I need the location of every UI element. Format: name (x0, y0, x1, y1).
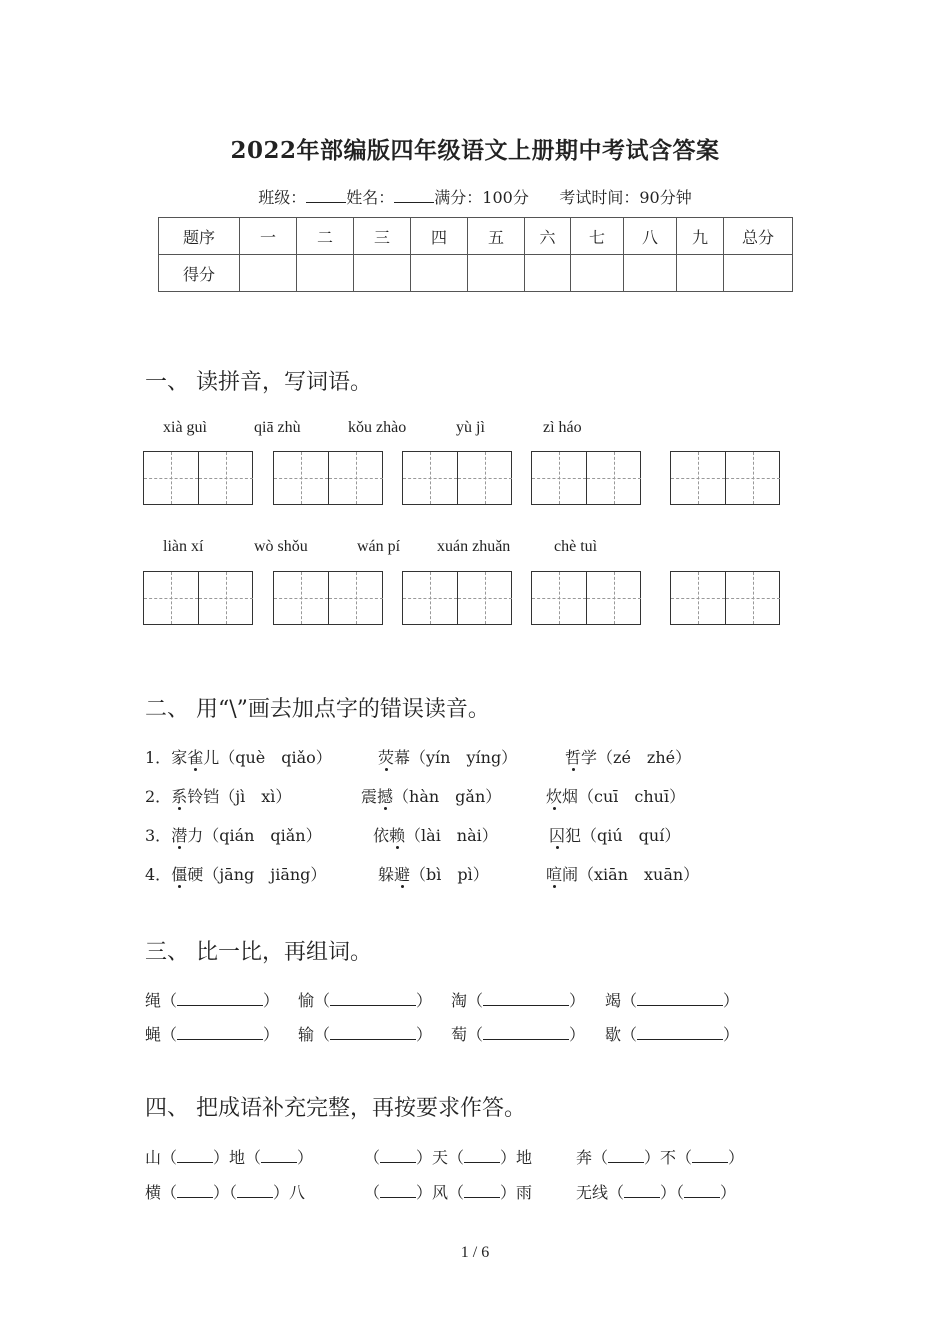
question-item (378, 745, 517, 768)
idiom-text: ）雨 (500, 1183, 533, 1202)
idiom-text: ） (297, 1148, 314, 1167)
writing-grid[interactable] (531, 451, 641, 505)
idiom-text: ）风（ (416, 1183, 465, 1202)
question-item (565, 745, 691, 768)
score-header-cell: 题序 (159, 218, 240, 255)
question-row (145, 862, 326, 885)
word-reading[interactable]: 儿（què qiǎo） (203, 748, 332, 767)
compare-char: 竭 (605, 991, 622, 1010)
word-reading[interactable]: 力（qián qiǎn） (187, 826, 322, 845)
idiom-text: ）八 (273, 1183, 306, 1202)
score-header-cell: 五 (468, 218, 525, 255)
compare-item: 蝇（ ） (145, 1025, 280, 1044)
word-reading[interactable]: 幕（yín yíng） (394, 748, 518, 767)
pinyin-label: wán pí (357, 538, 401, 555)
dotted-char: 荧 (378, 748, 395, 767)
name-blank[interactable] (394, 188, 434, 203)
score-table-header-row (159, 218, 793, 255)
idiom-text: （ (364, 1148, 381, 1167)
dotted-char: 潜 (171, 826, 188, 845)
answer-blank[interactable] (464, 1183, 500, 1198)
dotted-char: 囚 (549, 826, 566, 845)
compare-item: 绳（ ） (145, 991, 280, 1010)
writing-grid[interactable] (402, 571, 512, 625)
idiom-text: ）天（ (416, 1148, 465, 1167)
question-number: 4． (145, 865, 172, 884)
word-reading[interactable]: 烟（cuī chuī） (562, 787, 686, 806)
writing-grid[interactable] (143, 451, 253, 505)
answer-blank[interactable] (692, 1148, 728, 1163)
exam-time: 考试时间：90分钟 (559, 188, 692, 207)
section-2-title: 二、 用“\”画去加点字的错误读音。 (145, 697, 490, 722)
word-text: 依 (373, 826, 390, 845)
word-reading[interactable]: （lài nài） (405, 826, 498, 845)
score-header-cell: 八 (624, 218, 677, 255)
answer-blank[interactable] (637, 1025, 723, 1040)
score-table-score-row (159, 255, 793, 292)
answer-blank[interactable] (464, 1148, 500, 1163)
section-3-title: 三、 比一比，再组词。 (145, 940, 372, 965)
answer-blank[interactable] (237, 1183, 273, 1198)
score-cell[interactable] (354, 255, 411, 292)
writing-grid[interactable] (670, 451, 780, 505)
compare-item: 愉（ ） (298, 991, 433, 1010)
word-text: 躲 (378, 865, 395, 884)
idiom-text: 奔（ (576, 1148, 609, 1167)
answer-blank[interactable] (624, 1183, 660, 1198)
answer-blank[interactable] (261, 1148, 297, 1163)
score-cell[interactable] (468, 255, 525, 292)
compare-char: 输 (298, 1025, 315, 1044)
writing-grid[interactable] (143, 571, 253, 625)
dotted-char: 炊 (546, 787, 563, 806)
word-reading[interactable]: 犯（qiú quí） (565, 826, 681, 845)
dotted-char: 撼 (377, 787, 394, 806)
score-cell[interactable] (525, 255, 571, 292)
answer-blank[interactable] (483, 991, 569, 1006)
compare-char: 绳 (145, 991, 162, 1010)
score-header-cell: 三 (354, 218, 411, 255)
word-reading[interactable]: 铃铛（jì xì） (187, 787, 292, 806)
pinyin-label: yù jì (456, 419, 485, 436)
question-item (378, 862, 489, 885)
pinyin-label: xià guì (163, 419, 207, 436)
word-reading[interactable]: 闹（xiān xuān） (562, 865, 700, 884)
idiom-text: ）（ (213, 1183, 238, 1202)
class-label: 班级： (258, 188, 307, 207)
compare-item: 输（ ） (298, 1025, 433, 1044)
idiom-text: ） (728, 1148, 745, 1167)
score-cell[interactable] (571, 255, 624, 292)
pinyin-label: zì háo (543, 419, 582, 436)
question-row (145, 784, 291, 807)
section-4-title: 四、 把成语补充完整，再按要求作答。 (145, 1096, 526, 1121)
dotted-char: 雀 (187, 748, 204, 767)
page-title: 2022年部编版四年级语文上册期中考试含答案 (230, 137, 720, 164)
question-number: 3． (145, 826, 172, 845)
compare-char: 萄 (451, 1025, 468, 1044)
question-number: 2． (145, 787, 172, 806)
page-number: 1 / 6 (460, 1244, 490, 1261)
answer-blank[interactable] (637, 991, 723, 1006)
question-row (145, 745, 332, 768)
pinyin-label: kǒu zhào (348, 419, 407, 436)
word-reading[interactable]: 学（zé zhé） (581, 748, 692, 767)
writing-grid[interactable] (273, 571, 383, 625)
dotted-char: 系 (171, 787, 188, 806)
idiom-item (145, 1180, 305, 1203)
answer-blank[interactable] (177, 1183, 213, 1198)
answer-blank[interactable] (330, 1025, 416, 1040)
score-header-cell: 九 (677, 218, 724, 255)
compare-item: 萄（ ） (451, 1025, 586, 1044)
idiom-text: ）不（ (644, 1148, 693, 1167)
score-header-cell: 四 (411, 218, 468, 255)
idiom-text: ）地 (500, 1148, 533, 1167)
compare-char: 歇 (605, 1025, 622, 1044)
question-item (373, 823, 498, 846)
score-cell[interactable] (624, 255, 677, 292)
word-reading[interactable]: 硬（jāng jiāng） (187, 865, 327, 884)
score-table (158, 217, 793, 292)
word-reading[interactable]: （hàn gǎn） (393, 787, 502, 806)
section-1-title: 一、 读拼音，写词语。 (145, 370, 372, 395)
compare-item: 竭（ ） (605, 991, 740, 1010)
word-text: 震 (361, 787, 378, 806)
name-label: 姓名： (346, 188, 395, 207)
score-cell[interactable] (677, 255, 724, 292)
idiom-item (576, 1180, 736, 1203)
dotted-char: 哲 (565, 748, 582, 767)
full-score: 满分：100分 (434, 188, 529, 207)
class-blank[interactable] (306, 188, 346, 203)
question-item (546, 862, 699, 885)
score-cell[interactable] (297, 255, 354, 292)
idiom-text: ）（ (660, 1183, 685, 1202)
dotted-char: 僵 (171, 865, 188, 884)
question-item (549, 823, 680, 846)
idiom-item (576, 1145, 744, 1168)
answer-blank[interactable] (608, 1148, 644, 1163)
answer-blank[interactable] (177, 1148, 213, 1163)
score-row-label: 得分 (159, 255, 240, 292)
idiom-text: 山（ (145, 1148, 178, 1167)
pinyin-label: wò shǒu (254, 538, 308, 555)
score-header-cell: 一 (240, 218, 297, 255)
idiom-text: 无线（ (576, 1183, 625, 1202)
dotted-char: 赖 (389, 826, 406, 845)
question-row (145, 823, 322, 846)
writing-grid[interactable] (670, 571, 780, 625)
answer-blank[interactable] (380, 1148, 416, 1163)
score-header-cell: 二 (297, 218, 354, 255)
writing-grid[interactable] (273, 451, 383, 505)
pinyin-label: chè tuì (554, 538, 598, 555)
answer-blank[interactable] (380, 1183, 416, 1198)
score-header-cell: 六 (525, 218, 571, 255)
idiom-item (145, 1145, 313, 1168)
word-reading[interactable]: （bì pì） (410, 865, 489, 884)
score-header-cell: 总分 (724, 218, 793, 255)
dotted-char: 避 (394, 865, 411, 884)
answer-blank[interactable] (177, 1025, 263, 1040)
idiom-text: ）地（ (213, 1148, 262, 1167)
pinyin-label: xuán zhuǎn (437, 538, 511, 555)
compare-char: 淘 (451, 991, 468, 1010)
score-cell[interactable] (724, 255, 793, 292)
idiom-item (364, 1145, 532, 1168)
idiom-item (364, 1180, 532, 1203)
compare-item: 淘（ ） (451, 991, 586, 1010)
answer-blank[interactable] (684, 1183, 720, 1198)
score-cell[interactable] (240, 255, 297, 292)
pinyin-label: liàn xí (163, 538, 204, 555)
question-item (546, 784, 685, 807)
idiom-text: ） (720, 1183, 737, 1202)
word-text: 家 (171, 748, 188, 767)
question-item (361, 784, 501, 807)
pinyin-label: qiā zhù (254, 419, 301, 436)
compare-item: 歇（ ） (605, 1025, 740, 1044)
compare-char: 蝇 (145, 1025, 162, 1044)
answer-blank[interactable] (483, 1025, 569, 1040)
writing-grid[interactable] (402, 451, 512, 505)
writing-grid[interactable] (531, 571, 641, 625)
exam-info (0, 185, 950, 208)
answer-blank[interactable] (177, 991, 263, 1006)
score-cell[interactable] (411, 255, 468, 292)
score-header-cell: 七 (571, 218, 624, 255)
idiom-text: （ (364, 1183, 381, 1202)
dotted-char: 喧 (546, 865, 563, 884)
answer-blank[interactable] (330, 991, 416, 1006)
question-number: 1． (145, 748, 172, 767)
idiom-text: 横（ (145, 1183, 178, 1202)
compare-char: 愉 (298, 991, 315, 1010)
